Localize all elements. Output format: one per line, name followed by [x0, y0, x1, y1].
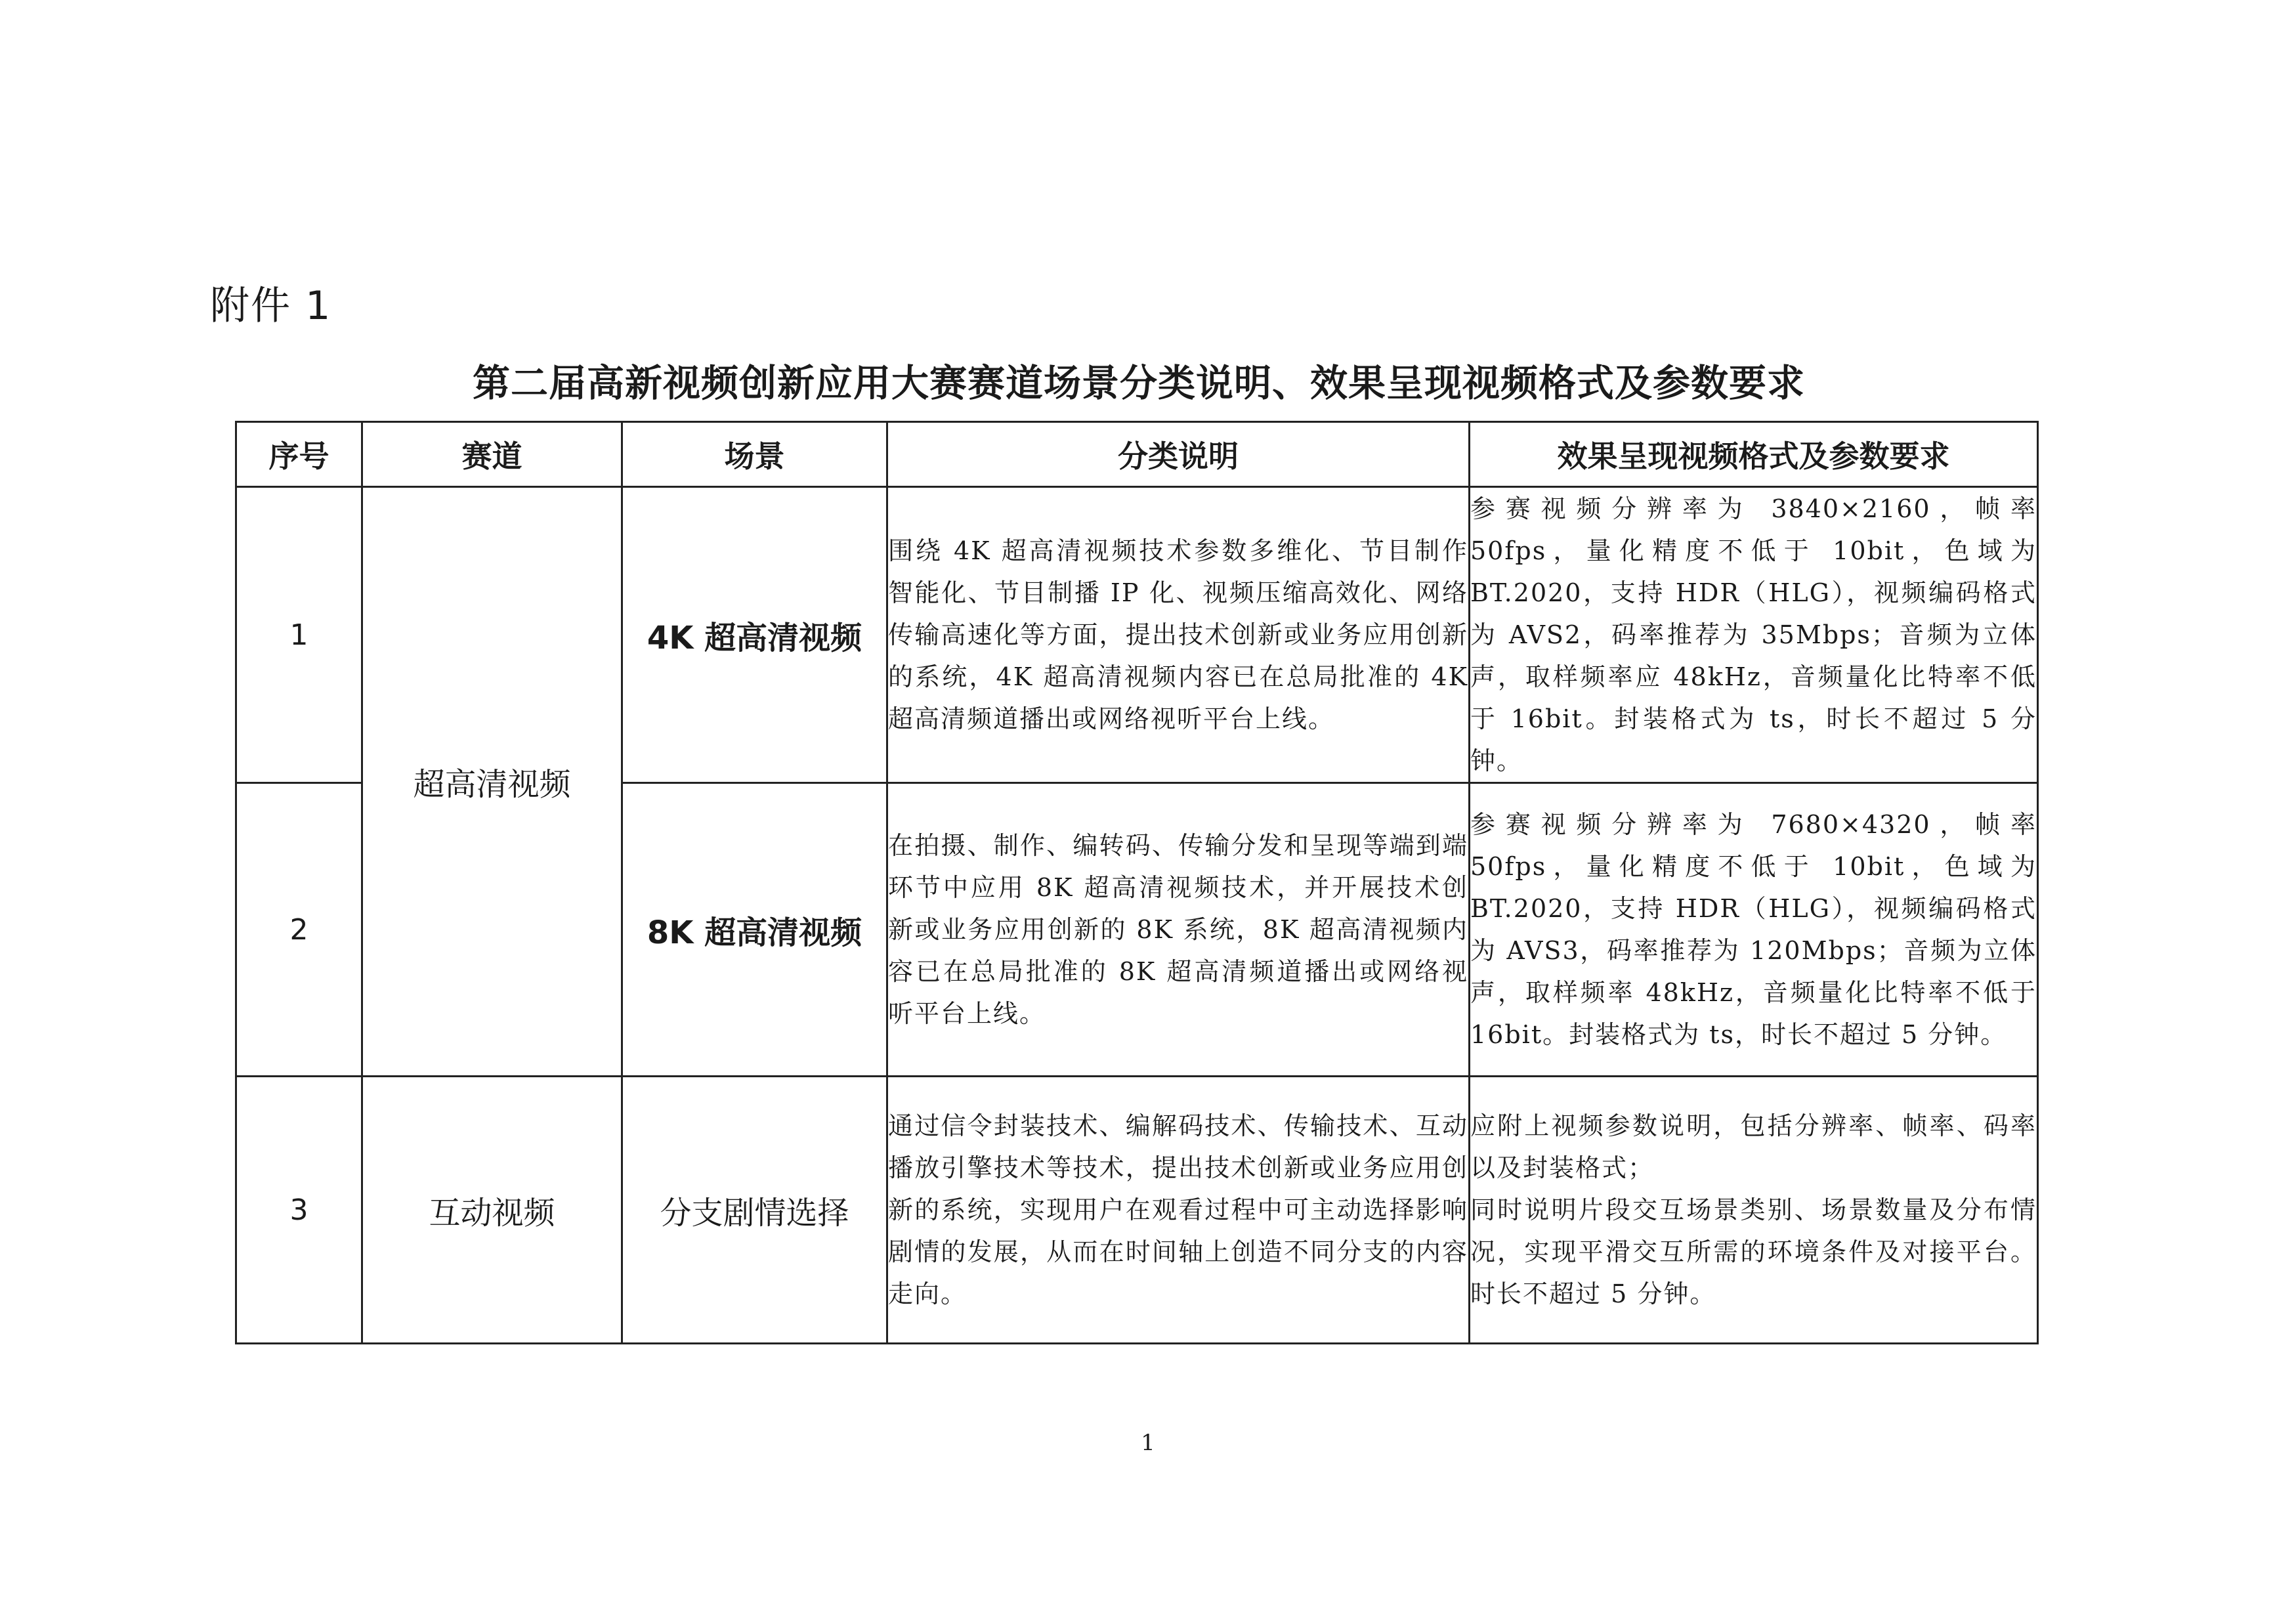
row-desc: 通过信令封装技术、编解码技术、传输技术、互动播放引擎技术等技术，提出技术创新或业务应用创新的系统，实现用户在观看过程中可主动选择影响剧情的发展，从而在时间轴上创造不同分支的内容走向。 [887, 1077, 1470, 1344]
table-row [236, 1077, 2038, 1344]
row-num: 1 [236, 487, 362, 783]
header-num: 序号 [236, 422, 362, 487]
row-track: 互动视频 [362, 1077, 622, 1344]
row-scene: 分支剧情选择 [622, 1077, 887, 1344]
row-format-line-1: 应附上视频参数说明，包括分辨率、帧率、码率以及封装格式； [1470, 1111, 2037, 1182]
header-format: 效果呈现视频格式及参数要求 [1470, 422, 2038, 487]
row-format: 参赛视频分辨率为 7680×4320，帧率 50fps，量化精度不低于 10bit，色域为 BT.2020，支持 HDR（HLG），视频编码格式为 AVS3，码率推荐为 120Mbps；音频为立体声，取样频率 48kHz，音频量化比特率不低于 16bit。封装格式为 ts，时长不超过 5 分钟。 [1470, 783, 2038, 1077]
attachment-label: 附件 1 [210, 283, 332, 329]
table-header-row [236, 422, 2038, 487]
page-number: 1 [1141, 1430, 1155, 1456]
row-desc: 在拍摄、制作、编转码、传输分发和呈现等端到端环节中应用 8K 超高清视频技术，并开展技术创新或业务应用创新的 8K 系统，8K 超高清视频内容已在总局批准的 8K 超高清频道播出或网络视听平台上线。 [887, 783, 1470, 1077]
row-scene: 4K 超高清视频 [622, 487, 887, 783]
row-num: 3 [236, 1077, 362, 1344]
row-format-line-2: 同时说明片段交互场景类别、场景数量及分布情况，实现平滑交互所需的环境条件及对接平台。时长不超过 5 分钟。 [1470, 1195, 2037, 1308]
row-track: 超高清视频 [362, 487, 622, 1077]
row-format [1470, 1077, 2038, 1344]
row-format: 参赛视频分辨率为 3840×2160，帧率 50fps，量化精度不低于 10bit，色域为 BT.2020，支持 HDR（HLG），视频编码格式为 AVS2，码率推荐为 35Mbps；音频为立体声，取样频率应 48kHz，音频量化比特率不低于 16bit。封装格式为 ts，时长不超过 5 分钟。 [1470, 487, 2038, 783]
row-num: 2 [236, 783, 362, 1077]
spec-table [235, 421, 2039, 1344]
header-scene: 场景 [622, 422, 887, 487]
row-desc: 围绕 4K 超高清视频技术参数多维化、节目制作智能化、节目制播 IP 化、视频压缩高效化、网络传输高速化等方面，提出技术创新或业务应用创新的系统，4K 超高清视频内容已在总局批准的 4K 超高清频道播出或网络视听平台上线。 [887, 487, 1470, 783]
header-desc: 分类说明 [887, 422, 1470, 487]
header-track: 赛道 [362, 422, 622, 487]
table-row [236, 487, 2038, 783]
document-title: 第二届高新视频创新应用大赛赛道场景分类说明、效果呈现视频格式及参数要求 [473, 362, 1805, 405]
row-scene: 8K 超高清视频 [622, 783, 887, 1077]
